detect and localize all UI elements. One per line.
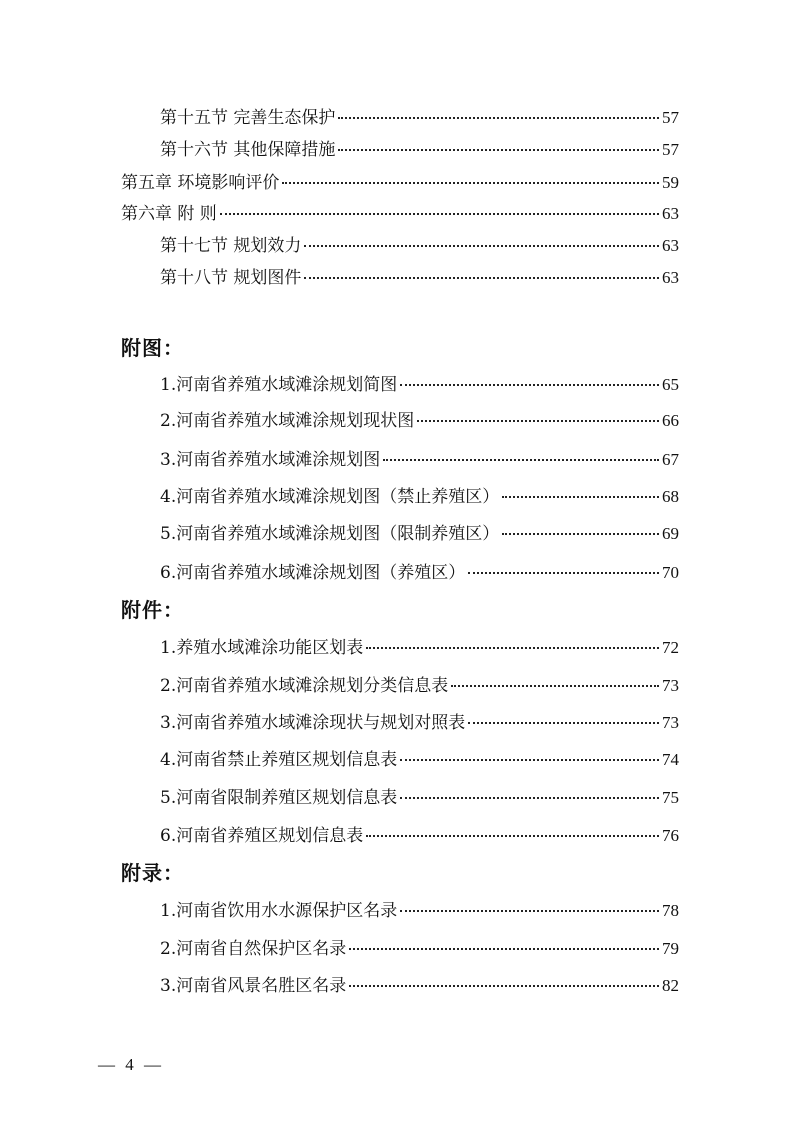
appendix-entry-label: 3.河南省风景名胜区名录: [160, 976, 347, 996]
attachment-entry-page: 74: [662, 750, 679, 769]
dot-leader: [451, 685, 659, 687]
attachment-entry-page: 73: [662, 676, 679, 695]
dot-leader: [400, 797, 659, 799]
page-number: — 4 —: [98, 1055, 164, 1074]
attachment-entry-label: 4.河南省禁止养殖区规划信息表: [160, 750, 398, 770]
figure-entry-page: 67: [662, 450, 679, 469]
dot-leader: [220, 213, 659, 215]
attachment-entry[interactable]: [160, 711, 679, 735]
figure-entry-label: 6.河南省养殖水域滩涂规划图（养殖区）: [160, 563, 466, 583]
figure-entry[interactable]: [160, 561, 679, 585]
dot-leader: [502, 496, 659, 498]
attachment-entry-label: 6.河南省养殖区规划信息表: [160, 826, 364, 846]
dot-leader: [304, 245, 659, 247]
figure-entry[interactable]: [160, 409, 679, 433]
attachment-entry[interactable]: [160, 786, 679, 810]
toc-entry[interactable]: [160, 266, 679, 290]
appendix-entry-page: 82: [662, 976, 679, 995]
figures-heading: 附图：: [121, 336, 184, 360]
toc-entry[interactable]: [160, 106, 679, 130]
toc-entry-label: 第十八节 规划图件: [160, 268, 302, 288]
dot-leader: [349, 985, 659, 987]
appendix-heading: 附录：: [121, 861, 184, 885]
attachment-entry-label: 3.河南省养殖水域滩涂现状与规划对照表: [160, 713, 466, 733]
attachment-entry-page: 76: [662, 826, 679, 845]
dot-leader: [338, 117, 659, 119]
dot-leader: [468, 722, 659, 724]
figure-entry-label: 3.河南省养殖水域滩涂规划图: [160, 450, 381, 470]
attachments-heading: 附件：: [121, 598, 184, 622]
figure-entry-page: 66: [662, 411, 679, 430]
figure-entry-page: 69: [662, 524, 679, 543]
attachment-entry[interactable]: [160, 824, 679, 848]
toc-entry-page: 63: [662, 268, 679, 287]
figure-entry[interactable]: [160, 522, 679, 546]
toc-entry[interactable]: [160, 234, 679, 258]
dot-leader: [417, 420, 659, 422]
toc-entry-page: 57: [662, 108, 679, 127]
attachment-entry-label: 2.河南省养殖水域滩涂规划分类信息表: [160, 676, 449, 696]
attachment-entry[interactable]: [160, 674, 679, 698]
attachment-entry-label: 1.养殖水域滩涂功能区划表: [160, 638, 364, 658]
toc-entry-label: 第十六节 其他保障措施: [160, 140, 336, 160]
figure-entry-label: 2.河南省养殖水域滩涂规划现状图: [160, 411, 415, 431]
attachment-entry-label: 5.河南省限制养殖区规划信息表: [160, 788, 398, 808]
dot-leader: [400, 910, 659, 912]
appendix-entry-page: 78: [662, 901, 679, 920]
figure-entry-label: 1.河南省养殖水域滩涂规划简图: [160, 375, 398, 395]
appendix-entry-page: 79: [662, 939, 679, 958]
dot-leader: [366, 835, 659, 837]
dot-leader: [400, 759, 659, 761]
appendix-entry-label: 1.河南省饮用水水源保护区名录: [160, 901, 398, 921]
dot-leader: [366, 647, 659, 649]
attachment-entry-page: 75: [662, 788, 679, 807]
toc-entry-label: 第十七节 规划效力: [160, 236, 302, 256]
appendix-entry-label: 2.河南省自然保护区名录: [160, 939, 347, 959]
figure-entry[interactable]: [160, 448, 679, 472]
figure-entry-label: 5.河南省养殖水域滩涂规划图（限制养殖区）: [160, 524, 500, 544]
appendix-entry[interactable]: [160, 899, 679, 923]
attachment-entry-page: 73: [662, 713, 679, 732]
dot-leader: [468, 572, 659, 574]
dot-leader: [383, 459, 659, 461]
attachment-entry[interactable]: [160, 636, 679, 660]
toc-entry-page: 63: [662, 204, 679, 223]
figure-entry[interactable]: [160, 485, 679, 509]
toc-entry-page: 59: [662, 173, 679, 192]
toc-entry-page: 57: [662, 140, 679, 159]
toc-entry[interactable]: [121, 202, 679, 226]
figure-entry-label: 4.河南省养殖水域滩涂规划图（禁止养殖区）: [160, 487, 500, 507]
dot-leader: [338, 149, 659, 151]
figure-entry-page: 68: [662, 487, 679, 506]
figure-entry-page: 65: [662, 375, 679, 394]
figure-entry[interactable]: [160, 373, 679, 397]
figure-entry-page: 70: [662, 563, 679, 582]
attachment-entry-page: 72: [662, 638, 679, 657]
dot-leader: [282, 182, 659, 184]
attachment-entry[interactable]: [160, 748, 679, 772]
toc-entry-label: 第五章 环境影响评价: [121, 173, 280, 193]
toc-entry-page: 63: [662, 236, 679, 255]
dot-leader: [304, 277, 659, 279]
dot-leader: [502, 533, 659, 535]
dot-leader: [349, 948, 659, 950]
toc-entry-label: 第六章 附 则: [121, 204, 217, 224]
appendix-entry[interactable]: [160, 974, 679, 998]
toc-entry[interactable]: [160, 138, 679, 162]
appendix-entry[interactable]: [160, 937, 679, 961]
toc-entry[interactable]: [121, 171, 679, 195]
dot-leader: [400, 384, 659, 386]
toc-entry-label: 第十五节 完善生态保护: [160, 108, 336, 128]
